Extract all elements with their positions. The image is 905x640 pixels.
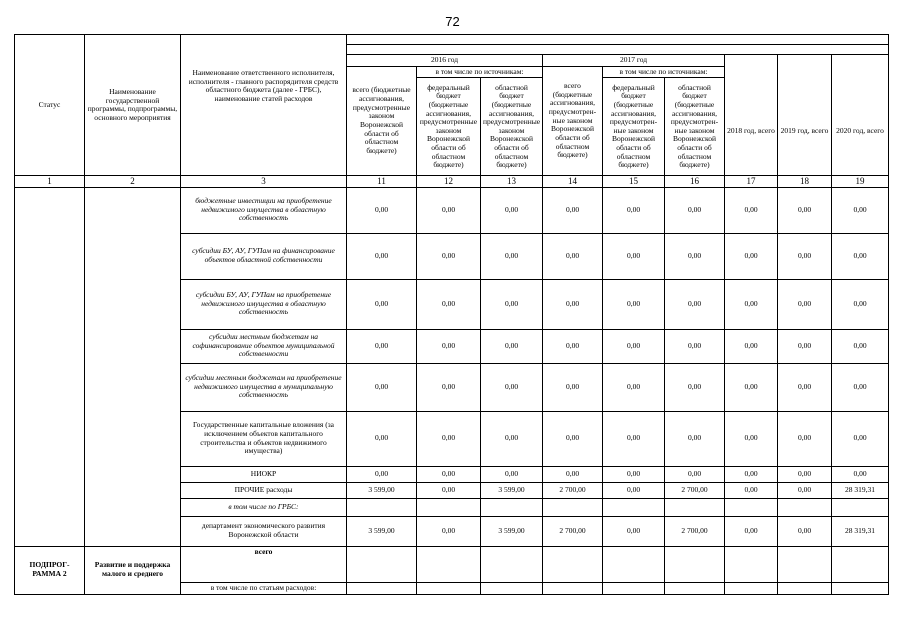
value-cell: 0,00 — [417, 516, 481, 546]
value-cell — [543, 498, 603, 516]
value-cell: 0,00 — [347, 411, 417, 466]
row-label: Государственные капитальные вложения (за исключением объектов капитального строительства и объектов недвижимого имущества) — [181, 411, 347, 466]
header-blank-19 — [832, 55, 889, 88]
value-cell — [832, 582, 889, 594]
col-num: 12 — [417, 176, 481, 187]
value-cell — [832, 498, 889, 516]
value-cell: 0,00 — [417, 233, 481, 279]
header-c15: федеральный бюджет (бюджетные ассигнования, предусмотрен-ные законом Воронежской области об областном бюджете) — [603, 78, 665, 176]
value-cell: 0,00 — [543, 411, 603, 466]
value-cell — [778, 546, 832, 582]
value-cell: 0,00 — [778, 363, 832, 411]
value-cell: 0,00 — [603, 329, 665, 363]
value-cell: 0,00 — [603, 233, 665, 279]
value-cell: 0,00 — [347, 187, 417, 233]
value-cell — [778, 582, 832, 594]
value-cell: 0,00 — [725, 466, 778, 482]
row-label: субсидии местным бюджетам на приобретение недвижимого имущества в муниципальную собственность — [181, 363, 347, 411]
value-cell: 0,00 — [543, 279, 603, 329]
col-num: 2 — [85, 176, 181, 187]
value-cell: 0,00 — [543, 329, 603, 363]
row-label: ПРОЧИЕ расходы — [181, 482, 347, 498]
value-cell: 3 599,00 — [481, 516, 543, 546]
col-num: 15 — [603, 176, 665, 187]
value-cell: 0,00 — [481, 466, 543, 482]
value-cell — [725, 498, 778, 516]
header-executor: Наименование ответственного исполнителя, исполнителя - главного распорядителя средств областного бюджета (далее - ГРБС), наименование статей расходов — [181, 35, 347, 176]
value-cell: 0,00 — [832, 411, 889, 466]
header-c14: всего (бюджетные ассигнования, предусмотрен-ные законом Воронежской области об областном бюджете) — [543, 66, 603, 176]
value-cell: 0,00 — [832, 329, 889, 363]
value-cell: 0,00 — [417, 279, 481, 329]
value-cell: 0,00 — [481, 363, 543, 411]
row-label: департамент экономического развития Воронежской области — [181, 516, 347, 546]
value-cell: 0,00 — [603, 466, 665, 482]
col-num: 11 — [347, 176, 417, 187]
program-cell-empty — [85, 187, 181, 546]
header-c13: областной бюджет (бюджетные ассигнования, предусмотренные законом Воронежской области об областном бюджете) — [481, 78, 543, 176]
header-sources-2016: в том числе по источникам: — [417, 66, 543, 78]
value-cell: 0,00 — [481, 279, 543, 329]
value-cell: 0,00 — [481, 411, 543, 466]
header-c17: 2018 год, всего — [725, 88, 778, 176]
budget-table — [14, 34, 889, 595]
value-cell — [417, 546, 481, 582]
value-cell — [778, 498, 832, 516]
value-cell — [665, 498, 725, 516]
value-cell — [665, 546, 725, 582]
header-blank-18 — [778, 55, 832, 88]
value-cell: 0,00 — [778, 279, 832, 329]
value-cell: 0,00 — [725, 329, 778, 363]
row-label: НИОКР — [181, 466, 347, 482]
col-num: 1 — [15, 176, 85, 187]
value-cell — [347, 546, 417, 582]
value-cell: 28 319,31 — [832, 516, 889, 546]
value-cell: 0,00 — [417, 329, 481, 363]
value-cell: 3 599,00 — [481, 482, 543, 498]
header-blank-17 — [725, 55, 778, 88]
header-sources-2017: в том числе по источникам: — [603, 66, 725, 78]
col-num: 19 — [832, 176, 889, 187]
value-cell — [543, 546, 603, 582]
value-cell: 0,00 — [481, 329, 543, 363]
value-cell: 0,00 — [725, 516, 778, 546]
col-num: 13 — [481, 176, 543, 187]
value-cell: 0,00 — [665, 466, 725, 482]
value-cell — [665, 582, 725, 594]
value-cell: 0,00 — [603, 187, 665, 233]
subprogram-total-label: всего — [181, 546, 347, 582]
header-c11: всего (бюджетные ассигнования, предусмотренные законом Воронежской области об областном бюджете) — [347, 66, 417, 176]
col-num: 14 — [543, 176, 603, 187]
value-cell: 0,00 — [778, 329, 832, 363]
value-cell: 0,00 — [725, 187, 778, 233]
col-num: 3 — [181, 176, 347, 187]
subprogram-row — [15, 546, 889, 582]
value-cell: 0,00 — [417, 411, 481, 466]
value-cell: 2 700,00 — [543, 482, 603, 498]
value-cell — [603, 582, 665, 594]
subprogram-status: ПОДПРОГ-РАММА 2 — [15, 546, 85, 594]
value-cell: 0,00 — [347, 363, 417, 411]
value-cell: 0,00 — [543, 466, 603, 482]
value-cell: 0,00 — [778, 411, 832, 466]
value-cell — [417, 582, 481, 594]
value-cell — [417, 498, 481, 516]
value-cell: 0,00 — [603, 279, 665, 329]
value-cell — [603, 546, 665, 582]
value-cell: 2 700,00 — [665, 482, 725, 498]
value-cell — [481, 498, 543, 516]
value-cell: 0,00 — [543, 187, 603, 233]
value-cell: 3 599,00 — [347, 482, 417, 498]
value-cell: 0,00 — [603, 363, 665, 411]
value-cell: 0,00 — [665, 279, 725, 329]
value-cell: 0,00 — [603, 516, 665, 546]
subprogram-items-label: в том числе по статьям расходов: — [181, 582, 347, 594]
value-cell: 0,00 — [778, 482, 832, 498]
value-cell — [347, 582, 417, 594]
value-cell: 2 700,00 — [665, 516, 725, 546]
value-cell: 0,00 — [725, 363, 778, 411]
header-row-top — [15, 35, 889, 45]
value-cell: 2 700,00 — [543, 516, 603, 546]
value-cell — [725, 546, 778, 582]
value-cell: 0,00 — [665, 329, 725, 363]
value-cell: 0,00 — [347, 329, 417, 363]
row-label: бюджетные инвестиции на приобретение недвижимого имущества в областную собственность — [181, 187, 347, 233]
col-num: 16 — [665, 176, 725, 187]
header-c16: областной бюджет (бюджетные ассигнования, предусмотрен-ные законом Воронежской области об областном бюджете) — [665, 78, 725, 176]
value-cell — [543, 582, 603, 594]
column-number-row — [15, 176, 889, 187]
value-cell: 0,00 — [778, 466, 832, 482]
value-cell: 0,00 — [778, 187, 832, 233]
value-cell — [481, 546, 543, 582]
header-c18: 2019 год, всего — [778, 88, 832, 176]
value-cell: 0,00 — [832, 363, 889, 411]
value-cell: 0,00 — [481, 187, 543, 233]
value-cell: 0,00 — [832, 233, 889, 279]
header-status: Статус — [15, 35, 85, 176]
col-num: 17 — [725, 176, 778, 187]
header-year-2017: 2017 год — [543, 55, 725, 67]
page-number: 72 — [445, 14, 460, 29]
value-cell — [832, 546, 889, 582]
value-cell: 0,00 — [725, 279, 778, 329]
value-cell: 0,00 — [603, 411, 665, 466]
value-cell: 0,00 — [417, 466, 481, 482]
col-num: 18 — [778, 176, 832, 187]
value-cell: 0,00 — [347, 466, 417, 482]
value-cell: 0,00 — [665, 233, 725, 279]
subprogram-name: Развитие и поддержка малого и среднего — [85, 546, 181, 594]
value-cell: 0,00 — [725, 233, 778, 279]
row-label: субсидии БУ, АУ, ГУПам на приобретение недвижимого имущества в областную собственность — [181, 279, 347, 329]
value-cell: 0,00 — [417, 187, 481, 233]
header-year-2016: 2016 год — [347, 55, 543, 67]
value-cell: 0,00 — [543, 363, 603, 411]
value-cell — [725, 582, 778, 594]
value-cell: 0,00 — [665, 411, 725, 466]
row-label: субсидии БУ, АУ, ГУПам на финансирование объектов областной собственности — [181, 233, 347, 279]
value-cell: 0,00 — [417, 482, 481, 498]
value-cell — [347, 498, 417, 516]
value-cell: 0,00 — [603, 482, 665, 498]
row-label: субсидии местным бюджетам на софинансирование объектов муниципальной собственности — [181, 329, 347, 363]
value-cell: 0,00 — [725, 411, 778, 466]
header-empty-band — [347, 35, 889, 45]
value-cell: 0,00 — [347, 233, 417, 279]
value-cell: 0,00 — [832, 279, 889, 329]
value-cell — [603, 498, 665, 516]
value-cell — [481, 582, 543, 594]
value-cell: 3 599,00 — [347, 516, 417, 546]
value-cell: 0,00 — [832, 187, 889, 233]
table-row — [15, 187, 889, 233]
status-cell-empty — [15, 187, 85, 546]
value-cell: 0,00 — [832, 466, 889, 482]
value-cell: 0,00 — [347, 279, 417, 329]
value-cell: 0,00 — [725, 482, 778, 498]
header-c12: федеральный бюджет (бюджетные ассигнования, предусмотренные законом Воронежской области об областном бюджете) — [417, 78, 481, 176]
value-cell: 0,00 — [665, 363, 725, 411]
header-empty-band-2 — [347, 45, 889, 55]
value-cell: 0,00 — [543, 233, 603, 279]
row-label: в том числе по ГРБС: — [181, 498, 347, 516]
header-c19: 2020 год, всего — [832, 88, 889, 176]
header-program-name: Наименование государственной программы, подпрограммы, основного мероприятия — [85, 35, 181, 176]
value-cell: 0,00 — [665, 187, 725, 233]
value-cell: 0,00 — [778, 233, 832, 279]
value-cell: 0,00 — [778, 516, 832, 546]
value-cell: 28 319,31 — [832, 482, 889, 498]
value-cell: 0,00 — [481, 233, 543, 279]
value-cell: 0,00 — [417, 363, 481, 411]
